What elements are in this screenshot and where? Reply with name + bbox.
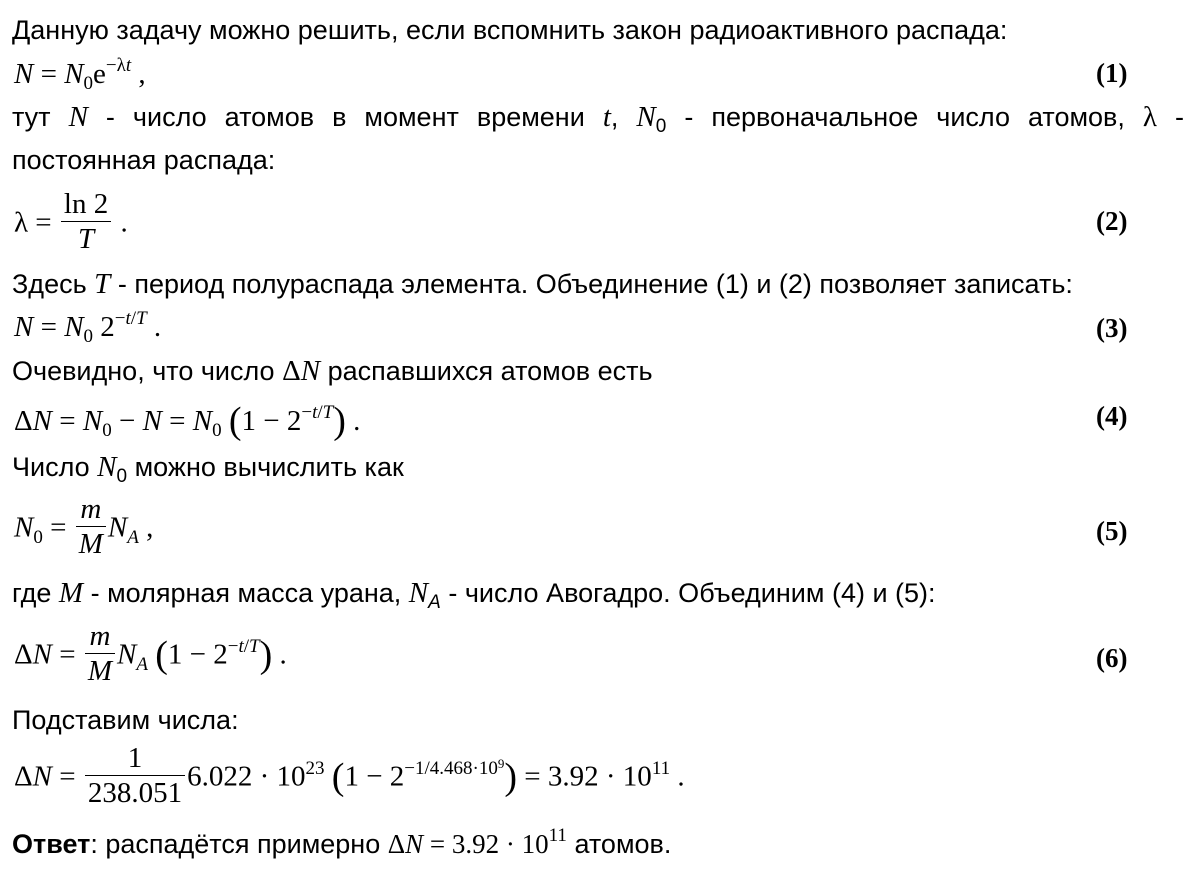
text-line-1b: постоянная распада: [12, 145, 276, 175]
answer-label: Ответ [12, 829, 91, 859]
equation-number-6: (6) [1096, 643, 1128, 673]
text-line-2: Здесь T - период полураспада элемента. Объединение (1) и (2) позволяет записать: [12, 268, 1073, 300]
text-line-6: Подставим числа: [12, 705, 239, 735]
equation-6: ΔN = $\frac{m}{M}$ $N_A$ $(1 - 2^{-t/T})$ . [14, 620, 287, 688]
intro-line: Данную задачу можно решить, если вспомнить закон радиоактивного распада: [12, 15, 1008, 45]
text-line-3: Очевидно, что число ΔN распавшихся атомов есть [12, 355, 653, 387]
equation-number-1: (1) [1096, 58, 1128, 88]
equation-number-4: (4) [1096, 401, 1128, 431]
equation-1: $N = N_0e^{-\lambda t}$ , [14, 55, 146, 94]
equation-3: $N = N_0$ $2^{-t/T}$ . [14, 308, 162, 347]
equation-5: $N_0$ = $\frac{m}{M}$ $N_A$ , [14, 493, 154, 561]
text-line-5: где M - молярная масса урана, $N_A$ - число Авогадро. Объединим (4) и (5): [12, 577, 936, 613]
equation-2: λ = $\frac{\ln 2}{T}$ . [14, 188, 128, 256]
text-line-1: тут N - число атомов в момент времени t, $N_0$ - первоначальное число атомов, λ - [12, 101, 1184, 137]
text-line-4: Число $N_0$ можно вычислить как [12, 451, 404, 487]
equation-7: ΔN = $\frac{1}{238.051}$ $6.022 \cdot 10^{23}$ $(1 - 2^{-1/4.468\cdot 10^9}) = 3.92 \cdot 10^{11}$ . [14, 742, 685, 810]
equation-number-5: (5) [1096, 516, 1128, 546]
equation-4: $\Delta N = N_0 - N = N_0$ $(1 - 2^{-t/T})$ . [14, 400, 361, 442]
equation-number-3: (3) [1096, 313, 1128, 343]
equation-number-2: (2) [1096, 206, 1128, 236]
answer-line: Ответ: распадётся примерно $\Delta N = 3.92 \cdot 10^{11}$ атомов. [12, 825, 672, 859]
